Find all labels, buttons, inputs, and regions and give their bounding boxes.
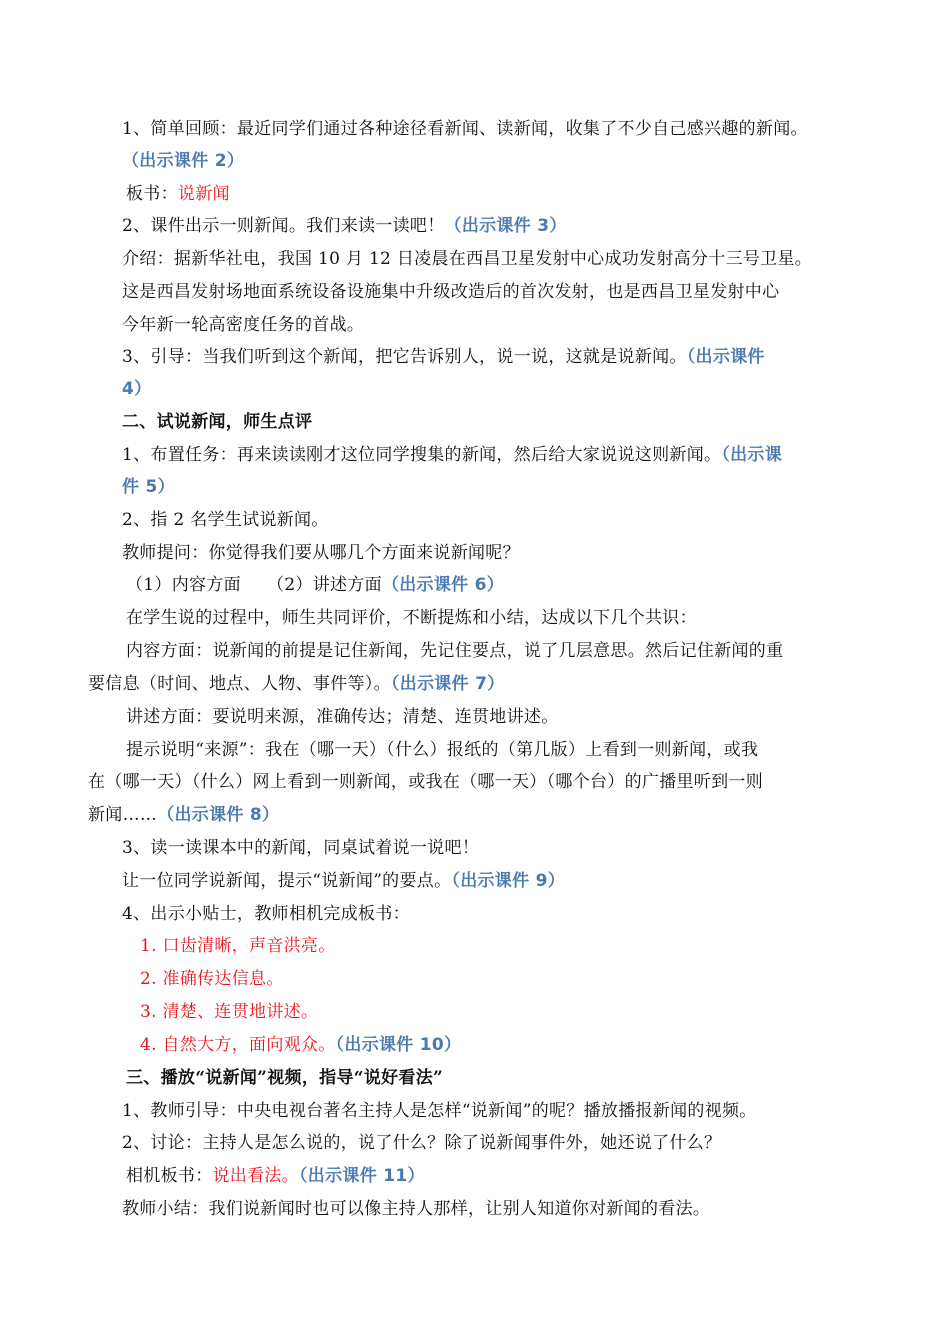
tip-2: 2. 准确传达信息。 <box>140 969 284 989</box>
tip-1: 1. 口齿清晰，声音洪亮。 <box>140 936 336 956</box>
line-show-news: 2、课件出示一则新闻。我们来读一读吧！（出示课件 3） <box>122 216 567 236</box>
line-discussion: 2、讨论：主持人是怎么说的，说了什么？除了说新闻事件外，她还说了什么？ <box>122 1133 722 1153</box>
courseware-note: （出示课件 10） <box>335 1035 462 1055</box>
line-question: 教师提问：你觉得我们要从哪几个方面来说新闻呢？ <box>122 543 520 563</box>
line-board-2: 相机板书：说出看法。（出示课件 11） <box>126 1166 425 1186</box>
line-content-2: 要信息（时间、地点、人物、事件等）。（出示课件 7） <box>88 674 505 694</box>
tip-3: 3. 清楚、连贯地讲述。 <box>140 1002 319 1022</box>
line-source-1: 提示说明“来源”：我在（哪一天）（什么）报纸的（第几版）上看到一则新闻，或我 <box>126 740 759 760</box>
courseware-note: （出示课件 9） <box>451 871 566 891</box>
line-tips: 4、出示小贴士，教师相机完成板书： <box>122 904 410 924</box>
courseware-note: （出示课件 2） <box>122 151 245 171</box>
line-cctv: 1、教师引导：中央电视台著名主持人是怎样“说新闻”的呢？播放播报新闻的视频。 <box>122 1101 757 1121</box>
line-intro-3: 今年新一轮高密度任务的首战。 <box>122 315 365 335</box>
line-students: 2、指 2 名学生试说新闻。 <box>122 510 329 530</box>
line-read-textbook: 3、读一读课本中的新闻，同桌试着说一说吧！ <box>122 838 480 858</box>
line-guide-note <box>122 374 151 404</box>
board-text: 说新闻 <box>177 184 230 204</box>
line-source-2: 在（哪一天）（什么）网上看到一则新闻，或我在（哪一天）（哪个台）的广播里听到一则 <box>88 772 763 792</box>
section-heading-3: 三、播放“说新闻”视频，指导“说好看法” <box>126 1068 444 1088</box>
courseware-note: （出示课件 3） <box>444 216 567 236</box>
line-review-note <box>122 146 244 176</box>
line-board-1: 板书：说新闻 <box>126 184 230 204</box>
tip-4: 4. 自然大方，面向观众。（出示课件 10） <box>140 1035 462 1055</box>
line-guide: 3、引导：当我们听到这个新闻，把它告诉别人，说一说，这就是说新闻。（出示课件 <box>122 347 765 367</box>
courseware-note: （出示课件 7） <box>390 674 505 694</box>
board-text: 说出看法。 <box>212 1166 299 1186</box>
line-narration: 讲述方面：要说明来源，准确传达；清楚、连贯地讲述。 <box>126 707 559 727</box>
line-intro-1: 介绍：据新华社电，我国 10 月 12 日凌晨在西昌卫星发射中心成功发射高分十三号卫星。 <box>122 249 813 269</box>
line-content-1: 内容方面：说新闻的前提是记住新闻，先记住要点，说了几层意思。然后记住新闻的重 <box>126 641 784 661</box>
line-aspects: （1）内容方面 （2）讲述方面（出示课件 6） <box>126 575 505 595</box>
courseware-note: （出示课 <box>721 445 783 465</box>
courseware-note: 件 5） <box>122 477 175 497</box>
line-source-3: 新闻……（出示课件 8） <box>88 805 280 825</box>
section-heading-2: 二、试说新闻，师生点评 <box>122 412 313 432</box>
line-review: 1、简单回顾：最近同学们通过各种途径看新闻、读新闻，收集了不少自己感兴趣的新闻。 <box>122 119 808 139</box>
line-consensus: 在学生说的过程中，师生共同评价，不断提炼和小结，达成以下几个共识： <box>126 608 697 628</box>
line-summary: 教师小结：我们说新闻时也可以像主持人那样，让别人知道你对新闻的看法。 <box>122 1199 711 1219</box>
courseware-note: （出示课件 11） <box>299 1166 425 1186</box>
courseware-note: （出示课件 8） <box>157 805 280 825</box>
line-task-note <box>122 472 175 502</box>
line-one-student: 让一位同学说新闻，提示“说新闻”的要点。（出示课件 9） <box>122 871 566 891</box>
courseware-note: 4） <box>122 379 152 399</box>
courseware-note: （出示课件 <box>686 347 765 367</box>
line-task: 1、布置任务：再来读读刚才这位同学搜集的新闻，然后给大家说说这则新闻。（出示课 <box>122 445 783 465</box>
line-intro-2: 这是西昌发射场地面系统设备设施集中升级改造后的首次发射，也是西昌卫星发射中心 <box>122 282 780 302</box>
courseware-note: （出示课件 6） <box>381 575 505 595</box>
